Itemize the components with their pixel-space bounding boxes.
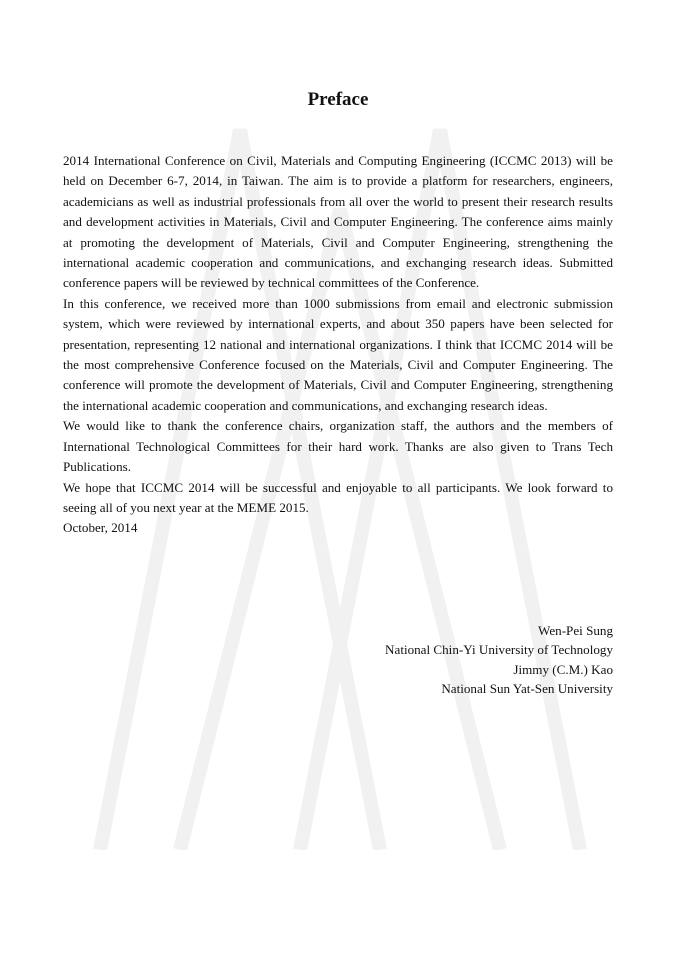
signature-name: Jimmy (C.M.) Kao bbox=[513, 661, 613, 677]
signature-block bbox=[213, 621, 613, 699]
page-title: Preface bbox=[307, 89, 369, 110]
paragraph-intro: 2014 International Conference on Civil, Materials and Computing Engineering (ICCMC 2013) will be held on December 6-7, 2014, in Taiwan. The aim is to provide a platform for researchers, engineers, academicians as well as industrial professionals from all over the world to present their research results and development activities in Materials, Civil and Computer Engineering. The conference aims mainly at promoting the development of Materials, Civil and Computer Engineering, strengthening the international academic cooperation and communications, and exchanging research ideas. Submitted conference papers will be reviewed by technical committees of the Conference. bbox=[63, 153, 613, 291]
preface-date: October, 2014 bbox=[63, 520, 138, 536]
signature-affiliation: National Chin-Yi University of Technology bbox=[385, 642, 613, 658]
preface-body bbox=[63, 151, 613, 539]
paragraph-submissions: In this conference, we received more than 1000 submissions from email and electronic submission system, which were reviewed by international experts, and about 350 papers have been selected for presentation, representing 12 national and international organizations. I think that ICCMC 2014 will be the most comprehensive Conference focused on the Materials, Civil and Computer Engineering. The conference will promote the development of Materials, Civil and Computer Engineering, strengthening the international academic cooperation and communications, and exchanging research ideas. bbox=[63, 295, 613, 413]
signature-name: Wen-Pei Sung bbox=[538, 623, 613, 638]
paragraph-thanks: We would like to thank the conference chairs, organization staff, the authors and the members of International Technological Committees for their hard work. Thanks are also given to Trans Tech Publications. bbox=[63, 418, 613, 475]
signature-affiliation: National Sun Yat-Sen University bbox=[441, 681, 613, 697]
paragraph-closing: We hope that ICCMC 2014 will be successful and enjoyable to all participants. We look forward to seeing all of you next year at the MEME 2015. bbox=[63, 479, 613, 515]
